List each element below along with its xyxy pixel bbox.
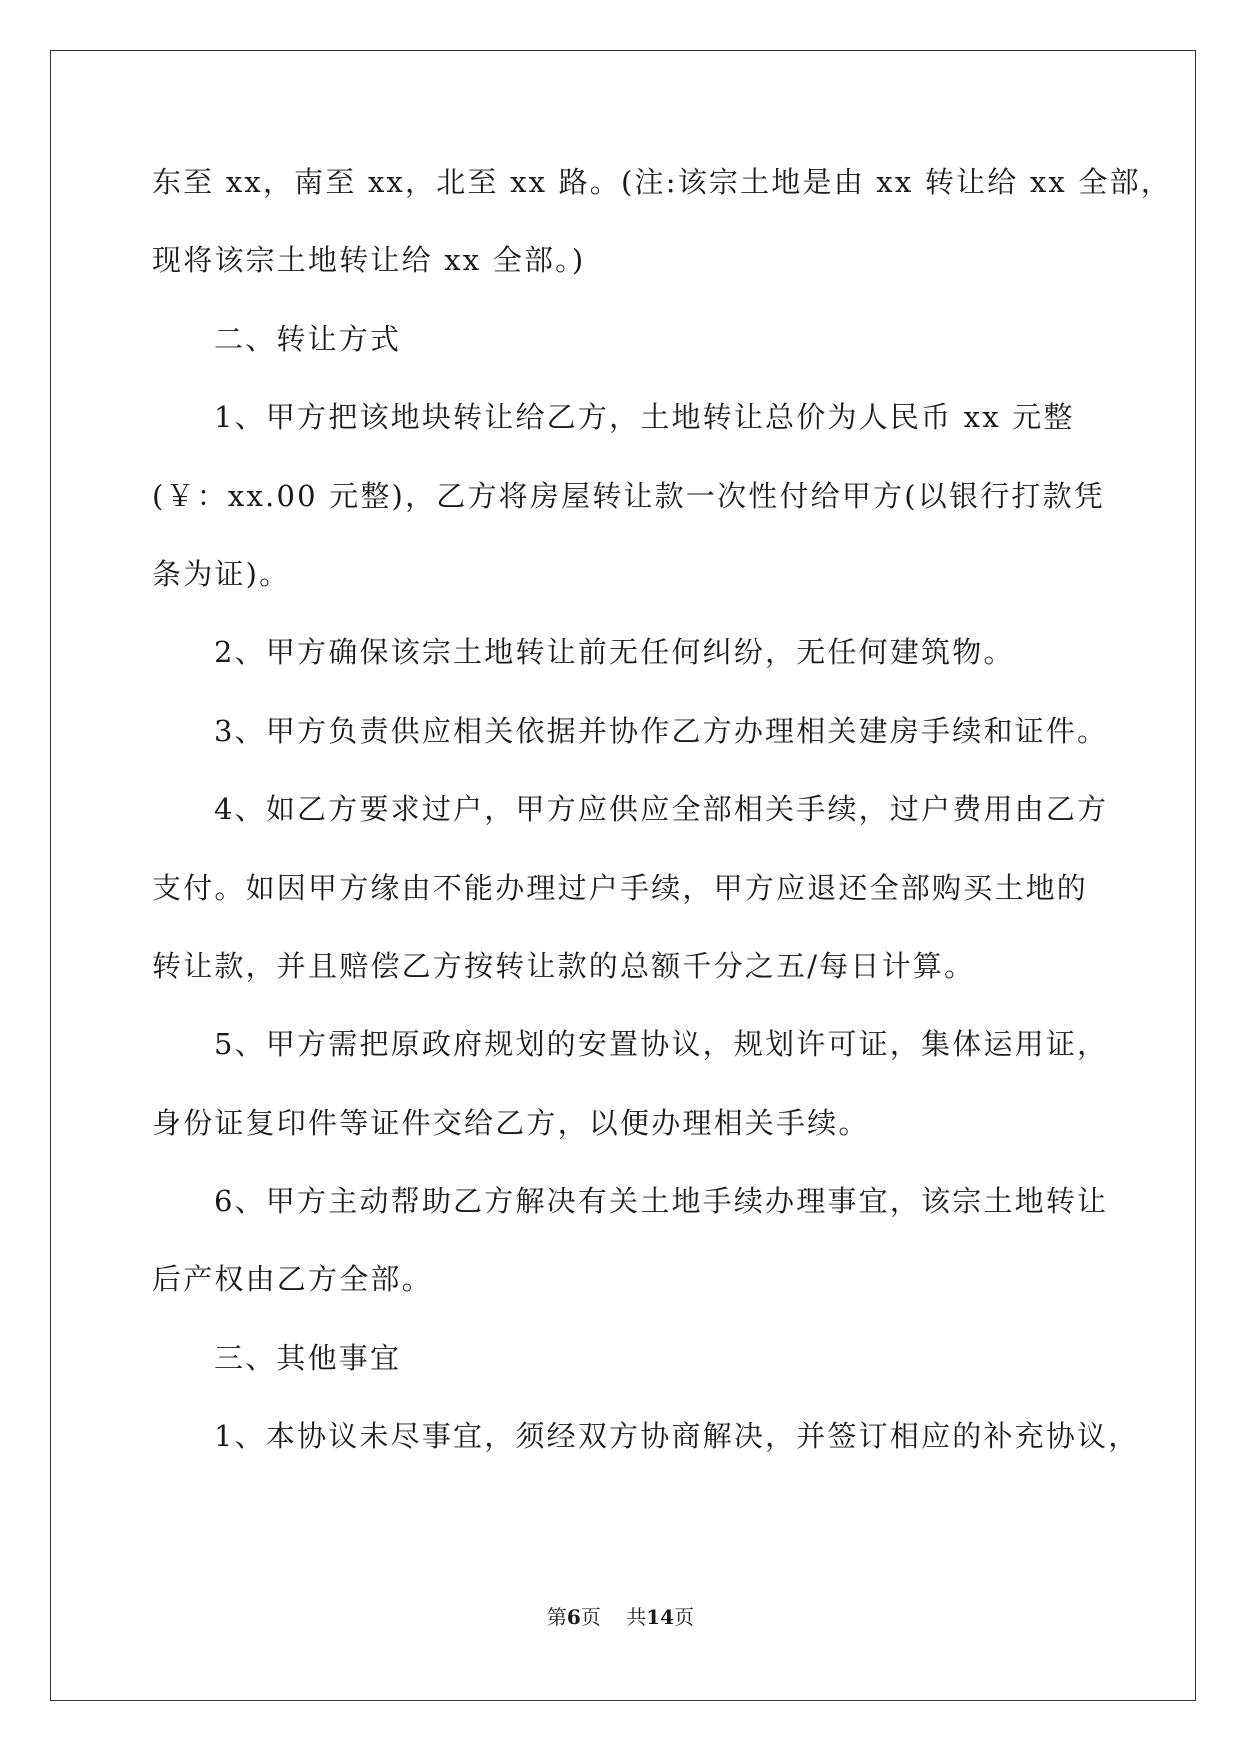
text-line: 转让款，并且赔偿乙方按转让款的总额千分之五/每日计算。 (152, 948, 976, 983)
page-current: 6 (566, 1605, 581, 1629)
text-line: 5、甲方需把原政府规划的安置协议，规划许可证，集体运用证， (214, 1027, 1109, 1062)
text-line: 1、甲方把该地块转让给乙方，土地转让总价为人民币 xx 元整 (214, 400, 1075, 435)
text-line: 条为证)。 (152, 556, 291, 591)
text-line: (￥：xx.00 元整)，乙方将房屋转让款一次性付给甲方(以银行打款凭 (152, 478, 1105, 513)
section-heading: 二、转让方式 (214, 321, 402, 356)
text-line: 身份证复印件等证件交给乙方，以便办理相关手续。 (152, 1105, 870, 1140)
text-line: 后产权由乙方全部。 (152, 1262, 433, 1297)
page-total: 14 (646, 1605, 675, 1629)
text-line: 3、甲方负责供应相关依据并协作乙方办理相关建房手续和证件。 (214, 713, 1109, 748)
total-prefix: 共 (626, 1605, 647, 1629)
page-suffix: 页 (580, 1605, 601, 1629)
document-body (152, 162, 1172, 1495)
section-heading: 三、其他事宜 (214, 1340, 402, 1375)
text-line: 4、如乙方要求过户，甲方应供应全部相关手续，过户费用由乙方 (214, 792, 1109, 827)
text-line: 东至 xx，南至 xx，北至 xx 路。(注:该宗土地是由 xx 转让给 xx 全部， (152, 165, 1172, 199)
page-footer (0, 1603, 1241, 1631)
text-line: 2、甲方确保该宗土地转让前无任何纠纷，无任何建筑物。 (214, 635, 1015, 670)
total-suffix: 页 (674, 1605, 695, 1629)
text-line: 现将该宗土地转让给 xx 全部。) (152, 243, 586, 278)
text-line: 支付。如因甲方缘由不能办理过户手续，甲方应退还全部购买土地的 (152, 870, 1089, 905)
text-line: 1、本协议未尽事宜，须经双方协商解决，并签订相应的补充协议， (214, 1419, 1140, 1454)
text-line: 6、甲方主动帮助乙方解决有关土地手续办理事宜，该宗土地转让 (214, 1184, 1109, 1219)
page-prefix: 第 (546, 1605, 567, 1629)
